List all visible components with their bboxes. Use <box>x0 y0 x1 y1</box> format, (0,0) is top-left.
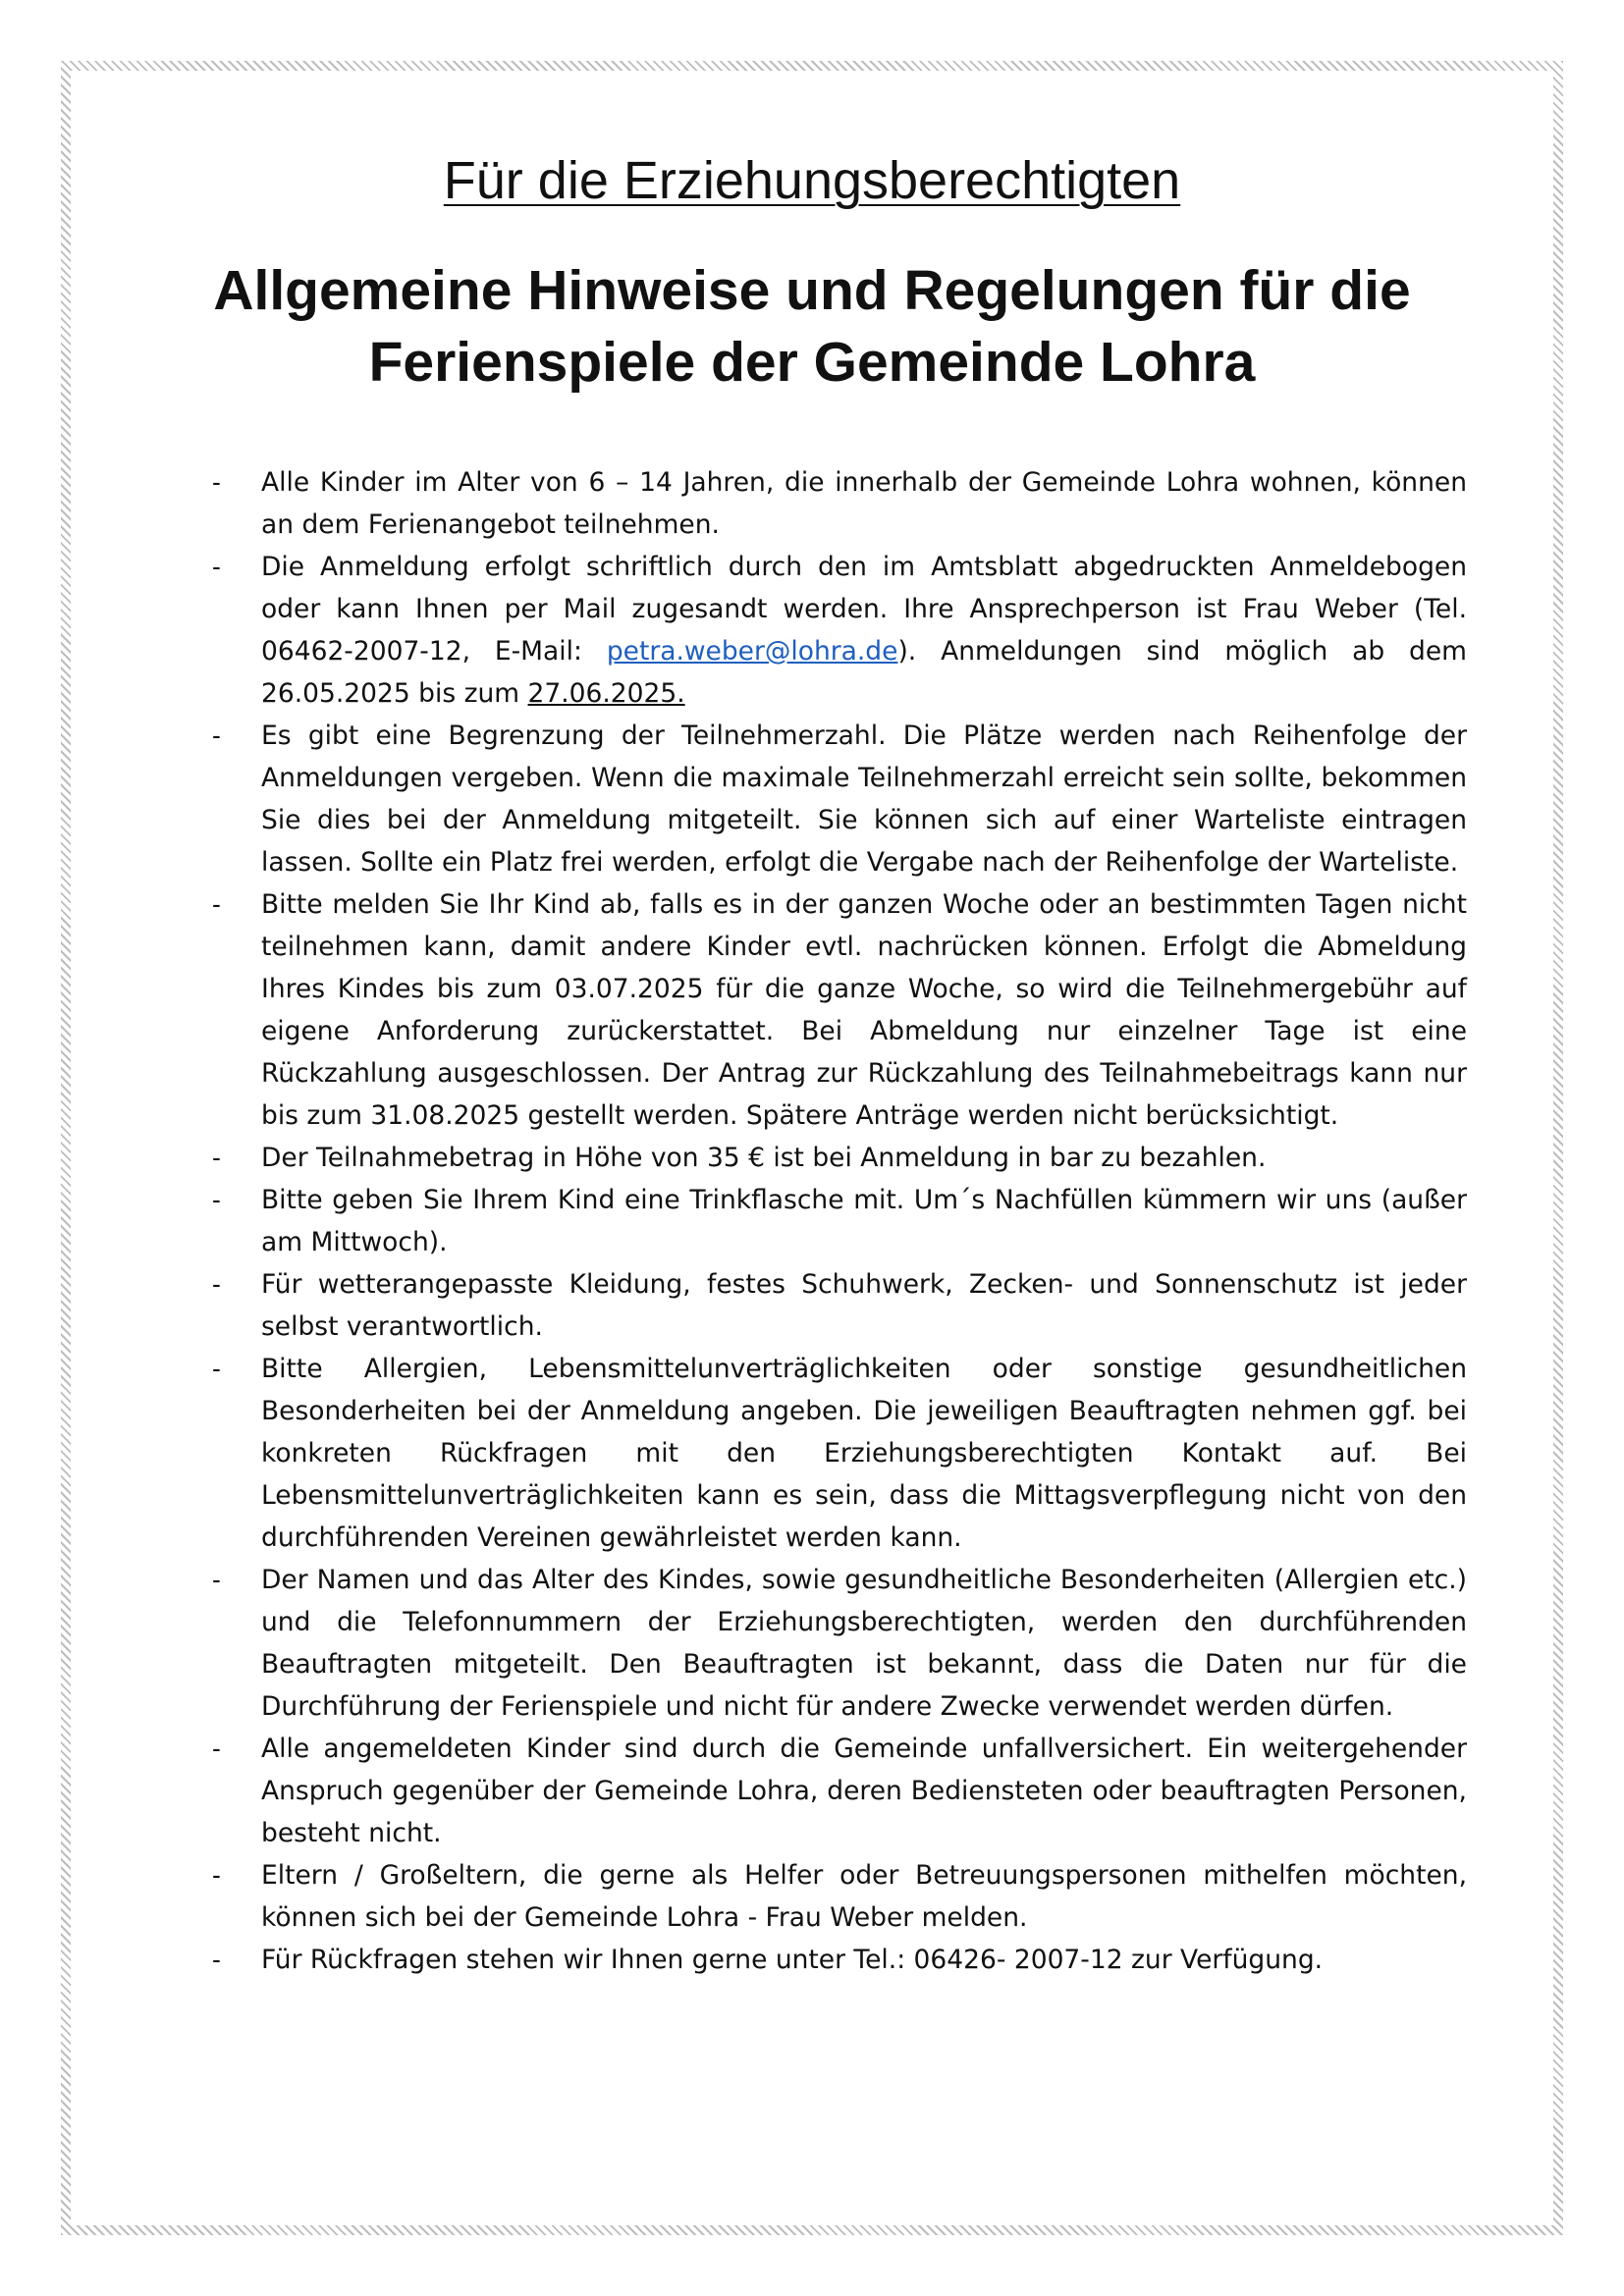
rule-text: Alle angemeldeten Kinder sind durch die Gemeinde unfallversichert. Ein weitergehender Anspruch gegenüber der Gemeinde Lohra, deren Bediensteten oder beauftragten Personen, besteht nicht. <box>261 1734 1467 1848</box>
rule-cancellation <box>212 883 1467 1137</box>
rule-contact <box>212 1939 1467 1981</box>
rule-text: Für Rückfragen stehen wir Ihnen gerne unter Tel.: 06426- 2007-12 zur Verfügung. <box>261 1945 1324 1975</box>
rule-registration <box>212 546 1467 715</box>
rule-text: Bitte melden Sie Ihr Kind ab, falls es in der ganzen Woche oder an bestimmten Tagen nicht teilnehmen kann, damit andere Kinder evtl. nachrücken können. Erfolgt die Abmeldung Ihres Kindes bis zum 03.07.2025 für die ganze Woche, so wird die Teilnehmergebühr auf eigene Anforderung zurückerstattet. Bei Abmeldung nur einzelner Tage ist eine Rückzahlung ausgeschlossen. Der Antrag zur Rückzahlung des Teilnahmebeitrags kann nur bis zum 31.08.2025 gestellt werden. Spätere Anträge werden nicht berücksichtigt. <box>261 889 1467 1131</box>
rule-text: Die Anmeldung erfolgt schriftlich durch den im Amtsblatt abgedruckten Anmeldebogen oder kann Ihnen per Mail zugesandt werden. Ihre Ansprechperson ist Frau Weber (Tel. 06462-2007-12, E-Mail: <box>261 552 1467 667</box>
rule-insurance <box>212 1728 1467 1854</box>
rule-text: Der Namen und das Alter des Kindes, sowie gesundheitliche Besonderheiten (Allergien etc.) und die Telefonnummern der Erziehungsberechtigten, werden den durchführenden Beauftragten mitgeteilt. Den Beauftragten ist bekannt, dass die Daten nur für die Durchführung der Ferienspiele und nicht für andere Zwecke verwendet werden dürfen. <box>261 1565 1467 1722</box>
rule-text: Eltern / Großeltern, die gerne als Helfer oder Betreuungspersonen mithelfen möchten, können sich bei der Gemeinde Lohra - Frau Weber melden. <box>261 1860 1467 1933</box>
rule-eligibility <box>212 461 1467 546</box>
rule-participant-limit <box>212 715 1467 883</box>
page-title <box>147 255 1477 399</box>
email-link[interactable]: petra.weber@lohra.de <box>606 636 898 667</box>
rule-allergies <box>212 1348 1467 1559</box>
rule-clothing <box>212 1263 1467 1348</box>
rule-text: Bitte Allergien, Lebensmittelunverträglichkeiten oder sonstige gesundheitlichen Besonderheiten bei der Anmeldung angeben. Die jeweiligen Beauftragten nehmen ggf. bei konkreten Rückfragen mit den Erziehungsberechtigten Kontakt auf. Bei Lebensmittelunverträglichkeiten kann es sein, dass die Mittagsverpflegung nicht von den durchführenden Vereinen gewährleistet werden kann. <box>261 1354 1467 1553</box>
rule-data-privacy <box>212 1559 1467 1728</box>
rule-helpers <box>212 1854 1467 1939</box>
rule-text: Bitte geben Sie Ihrem Kind eine Trinkflasche mit. Um´s Nachfüllen kümmern wir uns (außer am Mittwoch). <box>261 1185 1467 1257</box>
page-heading: Für die Erziehungsberechtigten <box>443 151 1181 210</box>
rule-text: Es gibt eine Begrenzung der Teilnehmerzahl. Die Plätze werden nach Reihenfolge der Anmeldungen vergeben. Wenn die maximale Teilnehmerzahl erreicht sein sollte, bekommen Sie dies bei der Anmeldung mitgeteilt. Sie können sich auf einer Warteliste eintragen lassen. Sollte ein Platz frei werden, erfolgt die Vergabe nach der Reihenfolge der Warteliste. <box>261 721 1467 878</box>
rule-drinking-bottle <box>212 1179 1467 1263</box>
rule-text: Für wetterangepasste Kleidung, festes Schuhwerk, Zecken- und Sonnenschutz ist jeder selbst verantwortlich. <box>261 1269 1467 1342</box>
rule-text: ). Anmeldungen sind möglich ab dem 26.05.2025 bis zum <box>261 636 1467 709</box>
rule-fee <box>212 1137 1467 1179</box>
rules-list <box>212 461 1467 1981</box>
rule-text: Alle Kinder im Alter von 6 – 14 Jahren, die innerhalb der Gemeinde Lohra wohnen, können an dem Ferienangebot teilnehmen. <box>261 467 1467 540</box>
page-title-line-1: Allgemeine Hinweise und Regelungen für die <box>213 259 1411 322</box>
rule-text: Der Teilnahmebetrag in Höhe von 35 € ist bei Anmeldung in bar zu bezahlen. <box>261 1143 1267 1173</box>
page-title-line-2: Ferienspiele der Gemeinde Lohra <box>368 331 1256 394</box>
registration-deadline: 27.06.2025. <box>527 678 685 709</box>
